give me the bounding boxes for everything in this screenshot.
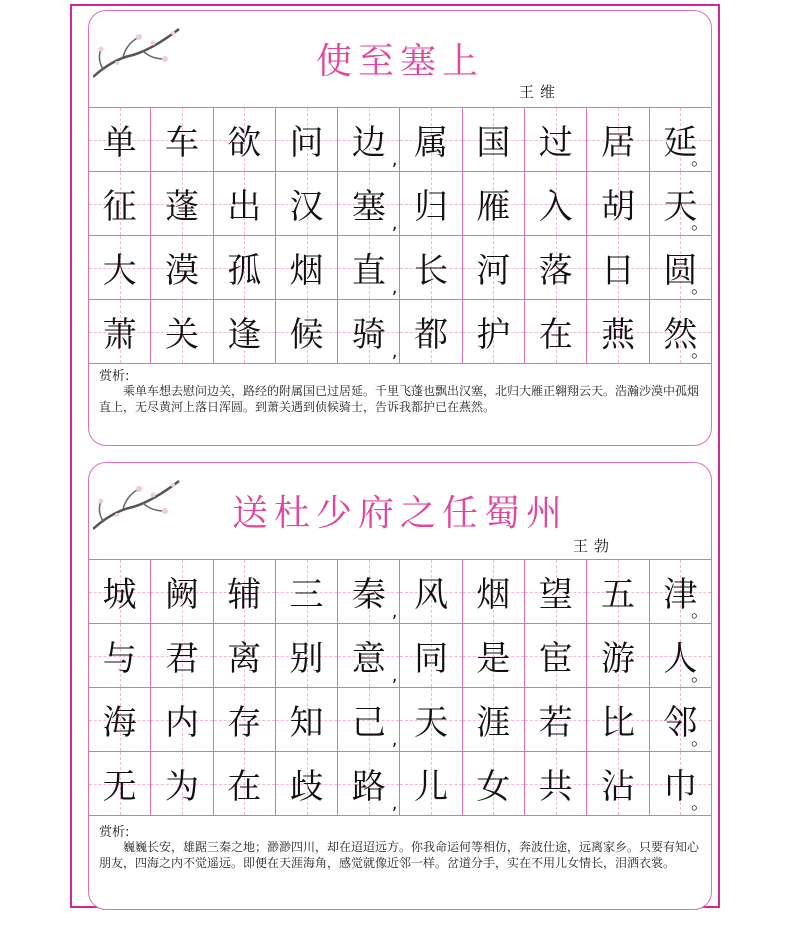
poem-character: 为	[164, 767, 199, 807]
poem-author: 王维	[519, 83, 562, 101]
grid-cell	[214, 624, 276, 687]
grid-cell	[650, 624, 711, 687]
grid-cell	[276, 172, 338, 235]
punctuation-mark: 。	[690, 213, 709, 234]
poem-character: 游	[601, 639, 636, 679]
poem-character: 烟	[476, 575, 511, 615]
poem-character: 若	[538, 703, 573, 743]
poem-character: 知	[289, 703, 324, 743]
grid-cell	[214, 688, 276, 751]
grid-cell	[587, 560, 649, 623]
character-grid	[89, 107, 711, 364]
grid-cell	[338, 688, 400, 751]
poem-character: 津	[663, 575, 698, 615]
punctuation-mark: 。	[690, 341, 709, 362]
punctuation-mark: 。	[690, 793, 709, 814]
grid-cell	[276, 108, 338, 171]
grid-cell	[151, 688, 213, 751]
punctuation-mark: 。	[690, 149, 709, 170]
poem-character: 日	[601, 251, 636, 291]
grid-cell	[587, 236, 649, 299]
poem-character: 儿	[414, 767, 449, 807]
character-grid	[89, 559, 711, 816]
poem-character: 河	[476, 251, 511, 291]
grid-cell	[650, 688, 711, 751]
poem-character: 过	[538, 123, 573, 163]
poem-character: 直	[351, 251, 386, 291]
poem-character: 内	[164, 703, 199, 743]
poem-character: 塞	[351, 187, 386, 227]
grid-cell	[89, 236, 151, 299]
grid-cell	[276, 752, 338, 815]
poem-character: 属	[414, 123, 449, 163]
grid-cell	[338, 624, 400, 687]
poem-character: 逢	[227, 315, 262, 355]
poem-character: 五	[601, 575, 636, 615]
grid-cell	[151, 624, 213, 687]
poem-character: 骑	[351, 315, 386, 355]
grid-cell	[338, 300, 400, 363]
poem-character: 候	[289, 315, 324, 355]
grid-cell	[400, 560, 462, 623]
poem-character: 落	[538, 251, 573, 291]
grid-cell	[400, 300, 462, 363]
punctuation-mark: 。	[690, 601, 709, 622]
grid-row	[89, 300, 711, 364]
poem-character: 与	[102, 639, 137, 679]
grid-row	[89, 624, 711, 688]
punctuation-mark: ,	[391, 149, 398, 170]
poem-character: 同	[414, 639, 449, 679]
grid-cell	[525, 688, 587, 751]
poem-character: 入	[538, 187, 573, 227]
grid-row	[89, 172, 711, 236]
grid-cell	[338, 236, 400, 299]
grid-cell	[525, 108, 587, 171]
grid-cell	[214, 560, 276, 623]
grid-cell	[89, 172, 151, 235]
grid-cell	[463, 560, 525, 623]
poem-character: 萧	[102, 315, 137, 355]
poem-character: 延	[663, 123, 698, 163]
poem-character: 三	[289, 575, 324, 615]
poem-card-2	[88, 462, 712, 910]
poem-character: 征	[102, 187, 137, 227]
poem-character: 宦	[538, 639, 573, 679]
grid-cell	[463, 108, 525, 171]
poem-character: 边	[351, 123, 386, 163]
grid-cell	[587, 172, 649, 235]
poem-character: 圆	[663, 251, 698, 291]
poem-character: 涯	[476, 703, 511, 743]
grid-cell	[400, 236, 462, 299]
poem-character: 城	[102, 575, 137, 615]
grid-cell	[525, 300, 587, 363]
grid-row	[89, 108, 711, 172]
punctuation-mark: 。	[690, 277, 709, 298]
grid-cell	[525, 560, 587, 623]
grid-cell	[587, 300, 649, 363]
poem-character: 汉	[289, 187, 324, 227]
grid-cell	[463, 624, 525, 687]
grid-cell	[400, 108, 462, 171]
poem-character: 都	[414, 315, 449, 355]
grid-cell	[525, 236, 587, 299]
poem-character: 女	[476, 767, 511, 807]
grid-cell	[463, 236, 525, 299]
poem-character: 关	[164, 315, 199, 355]
grid-cell	[650, 236, 711, 299]
grid-cell	[151, 172, 213, 235]
punctuation-mark: ,	[391, 213, 398, 234]
grid-cell	[338, 752, 400, 815]
poem-character: 归	[414, 187, 449, 227]
poem-character: 君	[164, 639, 199, 679]
poem-character: 胡	[601, 187, 636, 227]
grid-cell	[650, 172, 711, 235]
poem-author: 王勃	[573, 537, 616, 555]
poem-character: 出	[227, 187, 262, 227]
poem-character: 辅	[227, 575, 262, 615]
punctuation-mark: ,	[391, 601, 398, 622]
grid-cell	[89, 108, 151, 171]
grid-cell	[463, 300, 525, 363]
poem-character: 望	[538, 575, 573, 615]
grid-cell	[338, 172, 400, 235]
punctuation-mark: 。	[690, 729, 709, 750]
grid-cell	[525, 172, 587, 235]
poem-character: 护	[476, 315, 511, 355]
poem-character: 共	[538, 767, 573, 807]
punctuation-mark: ,	[391, 665, 398, 686]
poem-character: 比	[601, 703, 636, 743]
poem-character: 风	[414, 575, 449, 615]
poem-character: 意	[351, 639, 386, 679]
grid-row	[89, 236, 711, 300]
grid-cell	[400, 172, 462, 235]
grid-cell	[151, 300, 213, 363]
poem-card-1	[88, 10, 712, 446]
grid-cell	[214, 172, 276, 235]
poem-character: 沾	[601, 767, 636, 807]
grid-cell	[650, 560, 711, 623]
grid-cell	[525, 752, 587, 815]
poem-character: 长	[414, 251, 449, 291]
poem-character: 存	[227, 703, 262, 743]
poem-character: 大	[102, 251, 137, 291]
poem-character: 孤	[227, 251, 262, 291]
poem-character: 蓬	[164, 187, 199, 227]
poem-character: 燕	[601, 315, 636, 355]
grid-cell	[89, 560, 151, 623]
grid-cell	[587, 752, 649, 815]
poem-character: 问	[289, 123, 324, 163]
poem-character: 单	[102, 123, 137, 163]
poem-character: 人	[663, 639, 698, 679]
grid-cell	[276, 624, 338, 687]
poem-character: 然	[663, 315, 698, 355]
appreciation-label: 赏析:	[99, 369, 130, 384]
poem-character: 居	[601, 123, 636, 163]
grid-cell	[525, 624, 587, 687]
grid-cell	[151, 752, 213, 815]
grid-cell	[338, 108, 400, 171]
grid-cell	[650, 300, 711, 363]
appreciation-text: 乘单车想去慰问边关，路经的附属国已过居延。千里飞蓬也飘出汉塞，北归大雁正翱翔云天。浩瀚沙漠中孤烟直上，无尽黄河上落日浑圆。到萧关遇到侦候骑士，告诉我都护已在燕然。	[99, 384, 700, 414]
punctuation-mark: ,	[391, 793, 398, 814]
grid-cell	[463, 172, 525, 235]
grid-cell	[151, 108, 213, 171]
grid-cell	[276, 688, 338, 751]
appreciation-label: 赏析:	[99, 825, 130, 840]
grid-cell	[587, 624, 649, 687]
poem-character: 雁	[476, 187, 511, 227]
grid-cell	[151, 236, 213, 299]
poem-character: 别	[289, 639, 324, 679]
grid-cell	[400, 752, 462, 815]
grid-cell	[400, 688, 462, 751]
grid-cell	[463, 688, 525, 751]
poem-character: 邻	[663, 703, 698, 743]
grid-cell	[650, 752, 711, 815]
grid-cell	[214, 236, 276, 299]
poem-character: 无	[102, 767, 137, 807]
grid-cell	[650, 108, 711, 171]
grid-cell	[214, 108, 276, 171]
poem-character: 秦	[351, 575, 386, 615]
poem-character: 在	[227, 767, 262, 807]
grid-cell	[89, 624, 151, 687]
grid-cell	[89, 688, 151, 751]
grid-cell	[276, 236, 338, 299]
poem-character: 在	[538, 315, 573, 355]
poem-character: 烟	[289, 251, 324, 291]
grid-cell	[89, 752, 151, 815]
poem-character: 国	[476, 123, 511, 163]
appreciation-text: 巍巍长安，雄踞三秦之地；渺渺四川，却在迢迢远方。你我命运何等相仿，奔波仕途，远离家乡。只要有知心朋友，四海之内不觉遥远。即便在天涯海角，感觉就像近邻一样。岔道分手，实在不用儿女情长，泪洒衣裳。	[99, 840, 700, 870]
grid-cell	[463, 752, 525, 815]
grid-row	[89, 688, 711, 752]
poem-character: 巾	[663, 767, 698, 807]
poem-character: 海	[102, 703, 137, 743]
poem-character: 歧	[289, 767, 324, 807]
poem-title: 使至塞上	[315, 41, 484, 82]
poem-character: 离	[227, 639, 262, 679]
punctuation-mark: ,	[391, 277, 398, 298]
grid-cell	[89, 300, 151, 363]
grid-cell	[587, 108, 649, 171]
grid-row	[89, 752, 711, 816]
grid-cell	[276, 300, 338, 363]
grid-cell	[587, 688, 649, 751]
grid-row	[89, 560, 711, 624]
poem-character: 是	[476, 639, 511, 679]
grid-cell	[214, 752, 276, 815]
grid-cell	[151, 560, 213, 623]
punctuation-mark: ,	[391, 341, 398, 362]
poem-character: 漠	[164, 251, 199, 291]
grid-cell	[214, 300, 276, 363]
poem-character: 天	[414, 703, 449, 743]
poem-character: 己	[351, 703, 386, 743]
punctuation-mark: ,	[391, 729, 398, 750]
poem-character: 阙	[164, 575, 199, 615]
poem-title: 送杜少府之任蜀州	[231, 493, 568, 534]
grid-cell	[276, 560, 338, 623]
poem-character: 天	[663, 187, 698, 227]
punctuation-mark: 。	[690, 665, 709, 686]
poem-character: 欲	[227, 123, 262, 163]
grid-cell	[338, 560, 400, 623]
poem-character: 车	[164, 123, 199, 163]
grid-cell	[400, 624, 462, 687]
poem-character: 路	[351, 767, 386, 807]
